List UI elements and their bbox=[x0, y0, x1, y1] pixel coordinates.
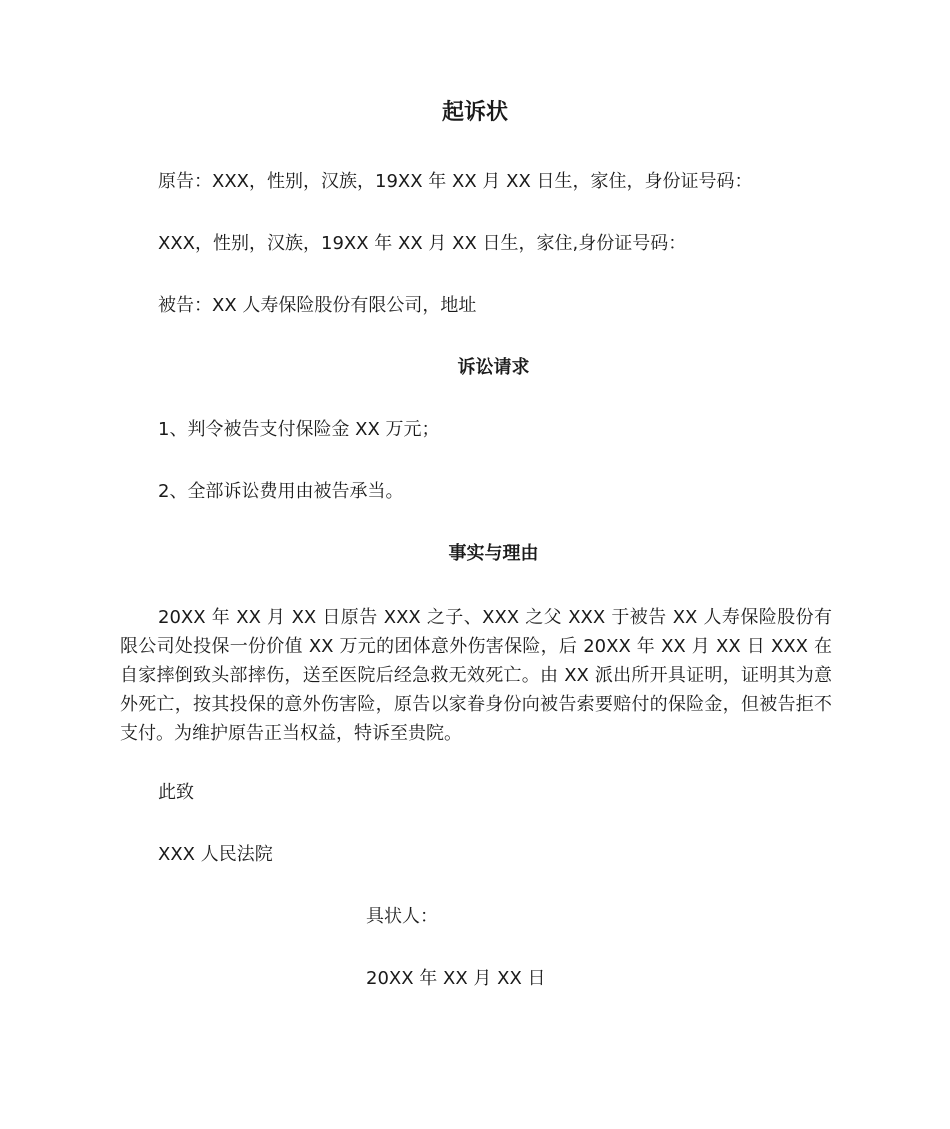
court-name: XXX 人民法院 bbox=[158, 844, 273, 865]
signer-label: 具状人： bbox=[366, 906, 438, 927]
plaintiff-line-2: XXX，性别，汉族，19XX 年 XX 月 XX 日生，家住,身份证号码： bbox=[158, 233, 687, 254]
facts-heading: 事实与理由 bbox=[448, 543, 539, 564]
claim-item-1: 1、判令被告支付保险金 XX 万元； bbox=[158, 419, 440, 440]
plaintiff-line-1: 原告：XXX，性别，汉族，19XX 年 XX 月 XX 日生，家住，身份证号码： bbox=[158, 171, 753, 192]
claim-item-2: 2、全部诉讼费用由被告承当。 bbox=[158, 481, 404, 502]
closing-salutation: 此致 bbox=[158, 782, 194, 803]
claims-heading: 诉讼请求 bbox=[457, 357, 530, 378]
defendant-line: 被告：XX 人寿保险股份有限公司，地址 bbox=[158, 295, 477, 316]
signed-date: 20XX 年 XX 月 XX 日 bbox=[366, 968, 546, 989]
facts-paragraph: 20XX 年 XX 月 XX 日原告 XXX 之子、XXX 之父 XXX 于被告 XX 人寿保险股份有限公司处投保一份价值 XX 万元的团体意外伤害保险，后 20XX 年 XX 月 XX 日 XXX 在自家摔倒致头部摔伤，送至医院后经急救无效死亡。由 XX 派出所开具证明，证明其为意外死亡，按其投保的意外伤害险，原告以家眷身份向被告索要赔付的保险金，但被告拒不支付。为维护原告正当权益，特诉至贵院。 bbox=[120, 607, 832, 744]
document-title: 起诉状 bbox=[441, 100, 508, 125]
